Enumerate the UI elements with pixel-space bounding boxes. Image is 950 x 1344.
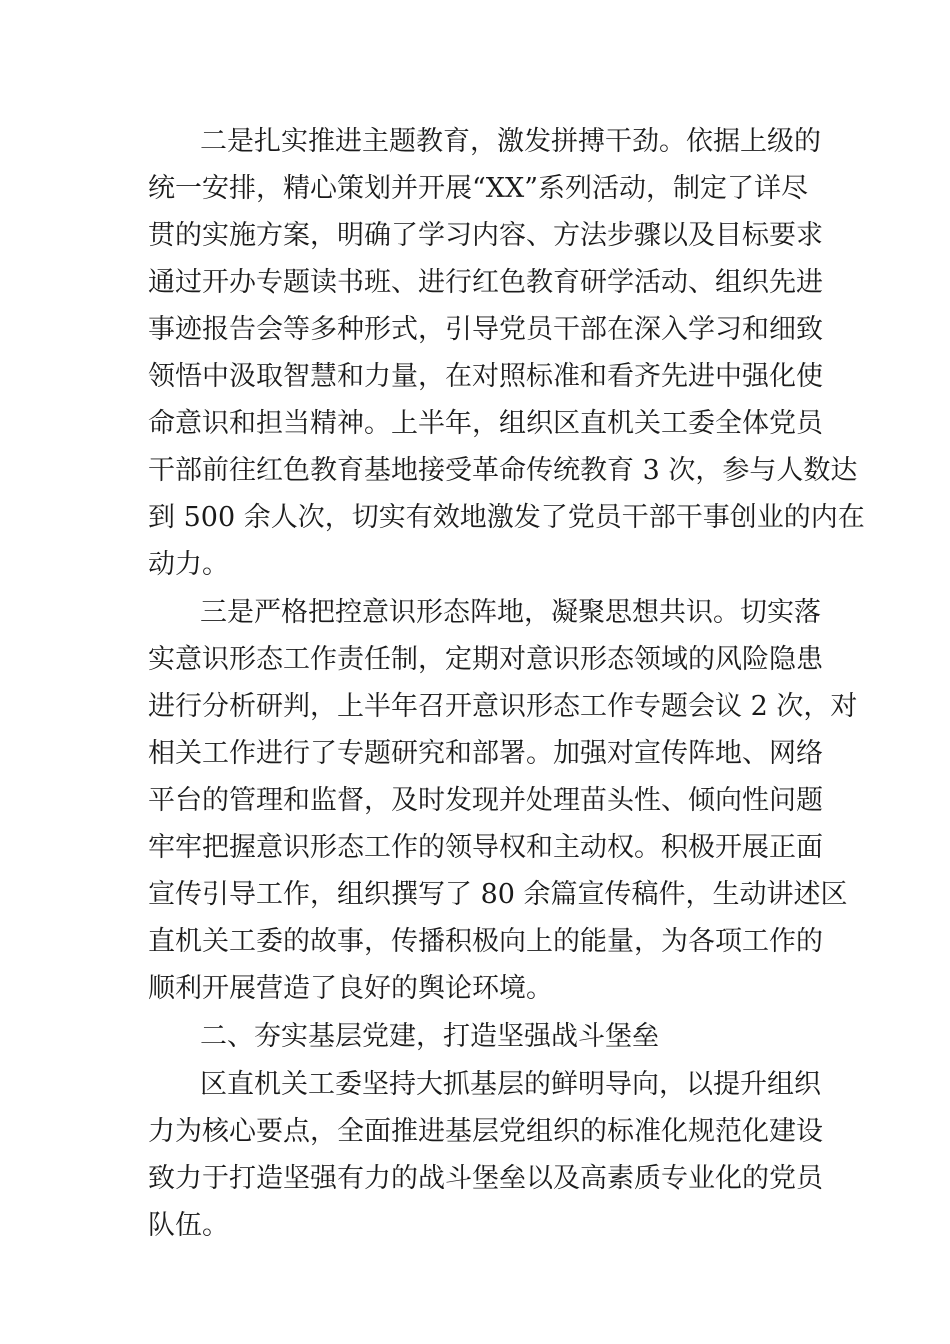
paragraph-2-line-1: 三是严格把控意识形态阵地，凝聚思想共识。切实落 — [200, 597, 821, 628]
section-heading: 二、夯实基层党建，打造坚强战斗堡垒 — [200, 1021, 659, 1052]
paragraph-2-line-3: 进行分析研判，上半年召开意识形态工作专题会议 2 次，对 — [148, 691, 858, 722]
paragraph-2-line-2: 实意识形态工作责任制，定期对意识形态领域的风险隐患 — [148, 644, 823, 675]
paragraph-1-line-8: 干部前往红色教育基地接受革命传统教育 3 次，参与人数达 — [148, 455, 858, 486]
paragraph-3-line-1: 区直机关工委坚持大抓基层的鲜明导向，以提升组织 — [200, 1069, 821, 1100]
paragraph-1-line-3: 贯的实施方案，明确了学习内容、方法步骤以及目标要求 — [148, 220, 823, 251]
paragraph-2-line-8: 直机关工委的故事，传播积极向上的能量，为各项工作的 — [148, 926, 823, 957]
paragraph-1-line-1: 二是扎实推进主题教育，激发拼搏干劲。依据上级的 — [200, 126, 821, 157]
paragraph-1-line-2: 统一安排，精心策划并开展“XX”系列活动，制定了详尽 — [148, 173, 809, 204]
paragraph-2-line-6: 牢牢把握意识形态工作的领导权和主动权。积极开展正面 — [148, 832, 823, 863]
paragraph-1-line-7: 命意识和担当精神。上半年，组织区直机关工委全体党员 — [148, 408, 823, 439]
paragraph-1-line-9: 到 500 余人次，切实有效地激发了党员干部干事创业的内在 — [148, 502, 865, 533]
paragraph-2-line-4: 相关工作进行了专题研究和部署。加强对宣传阵地、网络 — [148, 738, 823, 769]
paragraph-3-line-2: 力为核心要点，全面推进基层党组织的标准化规范化建设 — [148, 1116, 823, 1147]
paragraph-2-line-9: 顺利开展营造了良好的舆论环境。 — [148, 973, 553, 1004]
paragraph-3-line-3: 致力于打造坚强有力的战斗堡垒以及高素质专业化的党员 — [148, 1163, 823, 1194]
paragraph-1-line-10: 动力。 — [148, 549, 229, 580]
paragraph-1-line-4: 通过开办专题读书班、进行红色教育研学活动、组织先进 — [148, 267, 823, 298]
paragraph-2-line-5: 平台的管理和监督，及时发现并处理苗头性、倾向性问题 — [148, 785, 823, 816]
paragraph-1-line-5: 事迹报告会等多种形式，引导党员干部在深入学习和细致 — [148, 314, 823, 345]
paragraph-2-line-7: 宣传引导工作，组织撰写了 80 余篇宣传稿件，生动讲述区 — [148, 879, 848, 910]
paragraph-1-line-6: 领悟中汲取智慧和力量，在对照标准和看齐先进中强化使 — [148, 361, 823, 392]
paragraph-3-line-4: 队伍。 — [148, 1210, 229, 1241]
